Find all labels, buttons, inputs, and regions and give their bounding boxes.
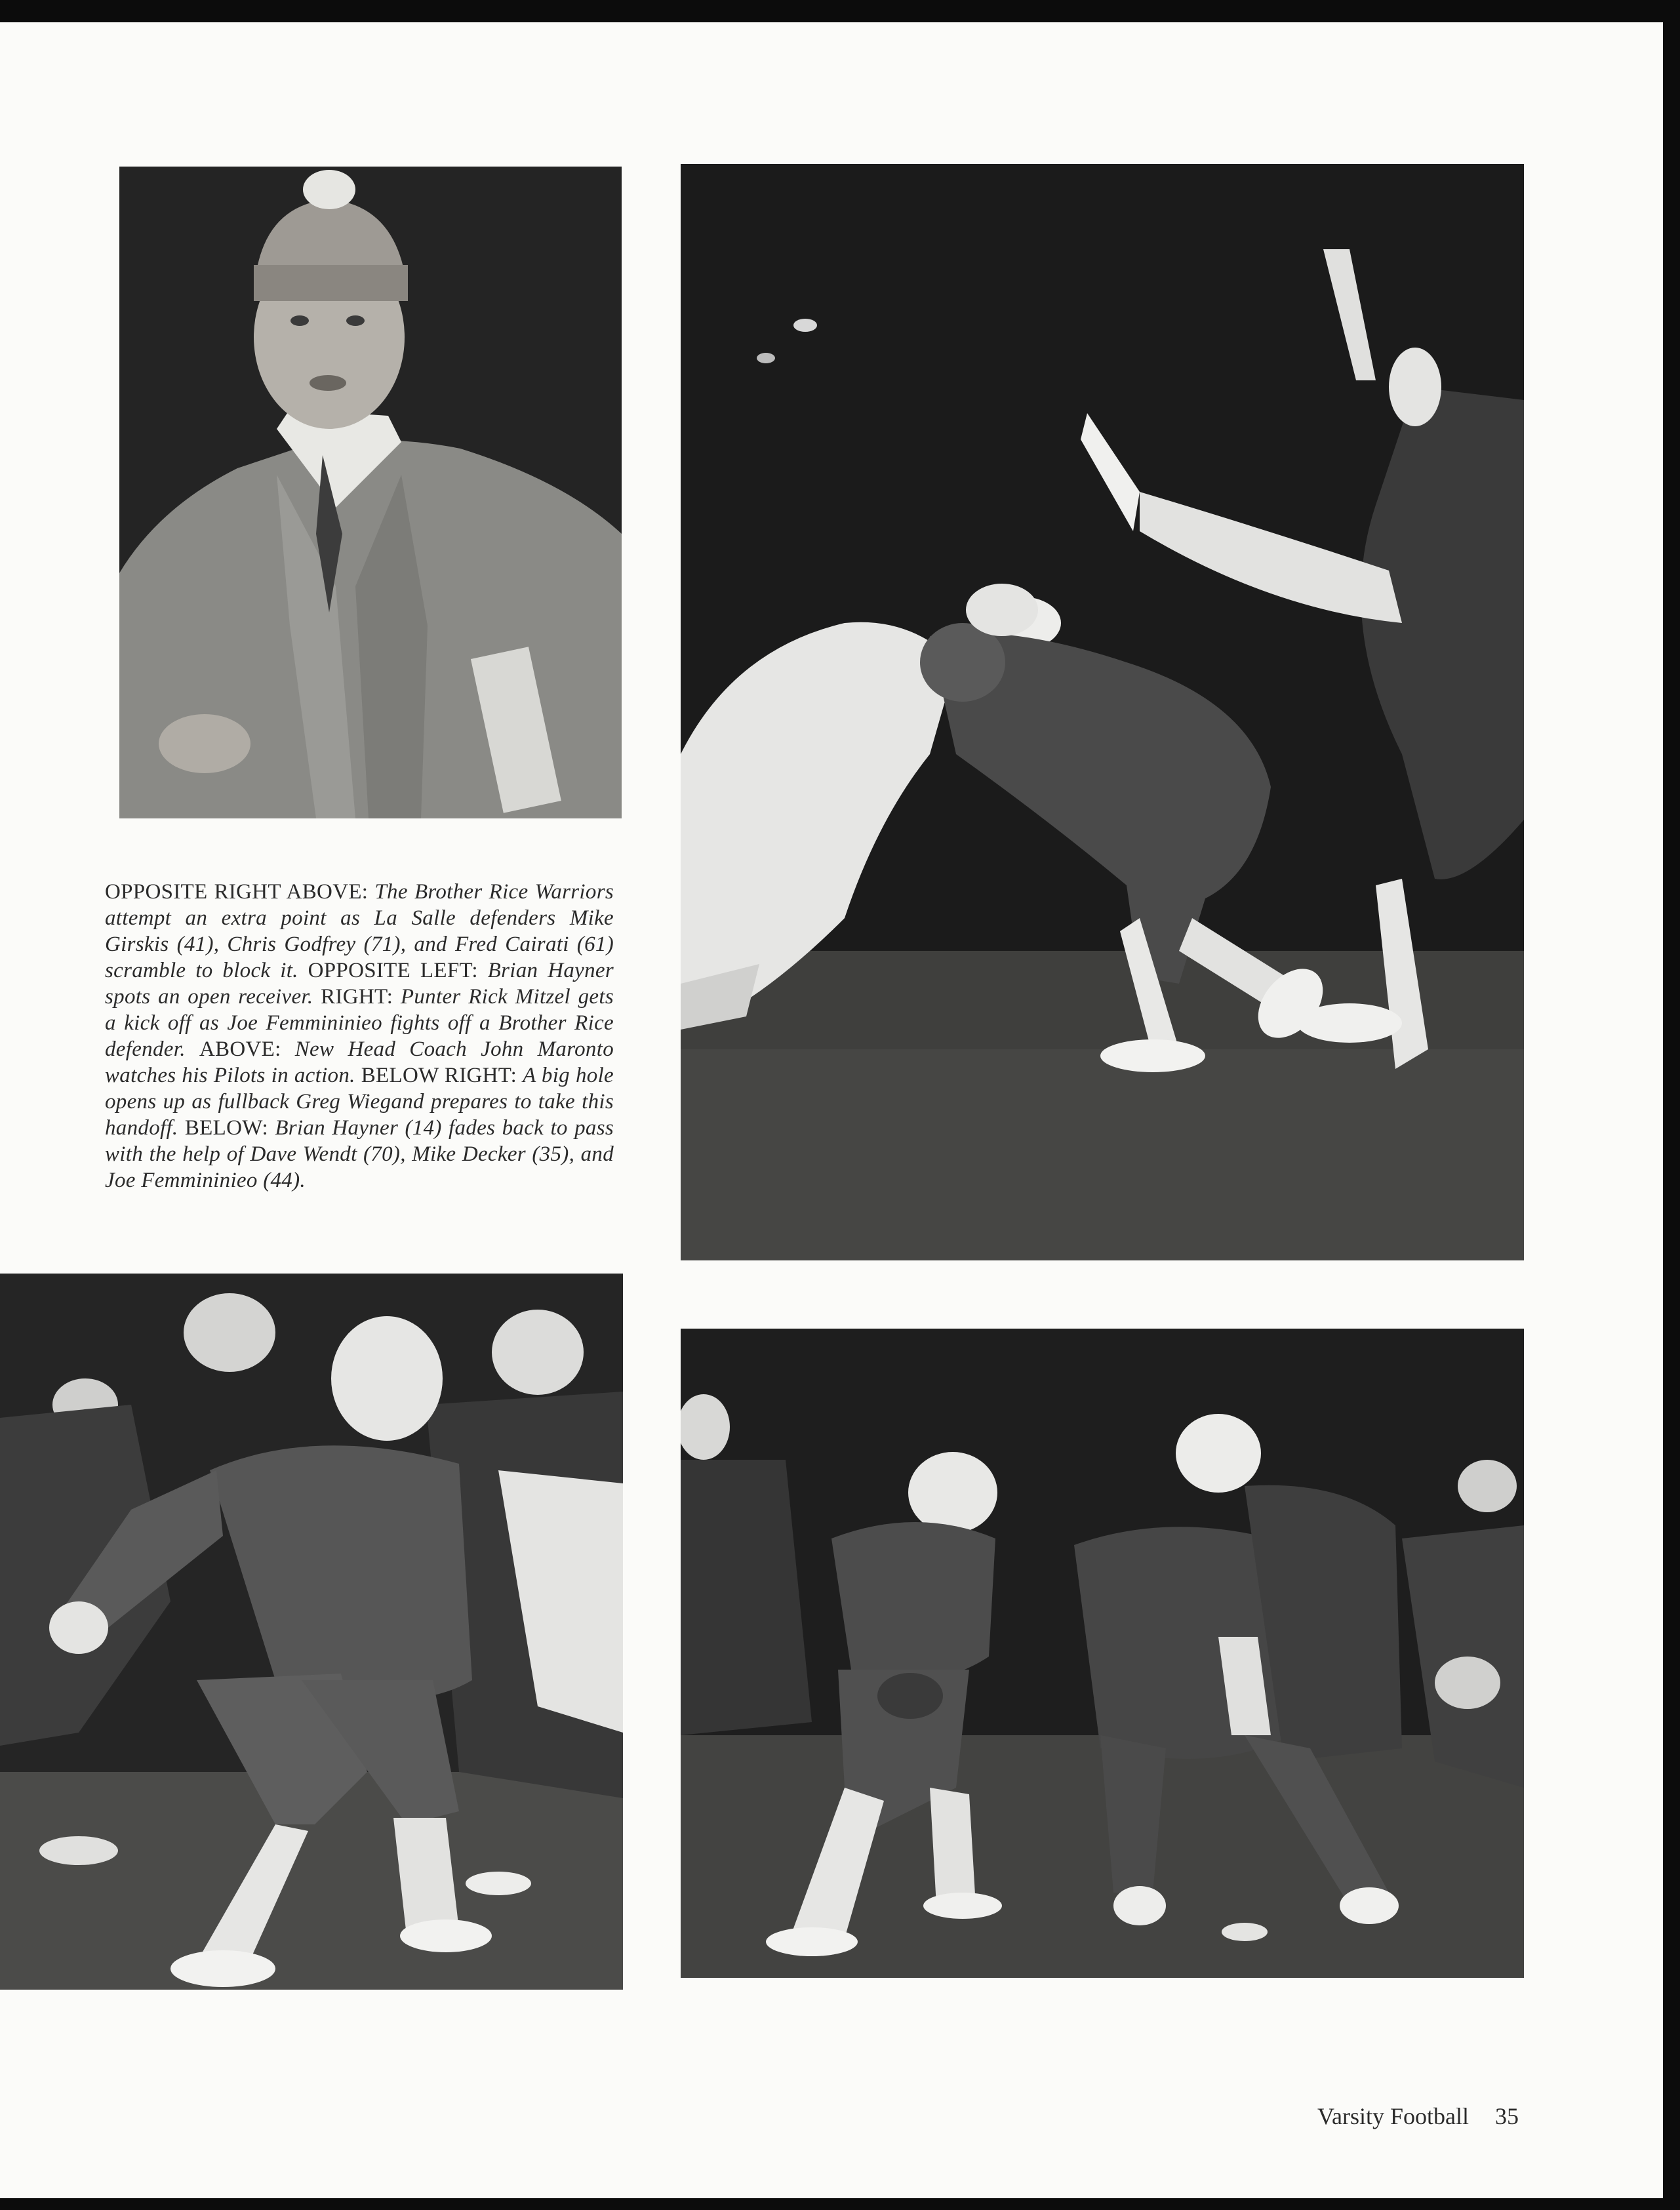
- handoff-photo-image: [681, 1329, 1524, 1978]
- lineman-photo-image: [0, 1274, 623, 1990]
- caption-label: ABOVE:: [199, 1037, 295, 1061]
- page-number: 35: [1495, 2103, 1519, 2129]
- caption-text: A big hole opens up as fullback Greg Wiegand prepares to take this handoff.: [105, 1064, 614, 1140]
- coach-photo: [119, 167, 622, 818]
- page-footer: [1317, 2102, 1519, 2130]
- punt-photo-image: [681, 164, 1524, 1260]
- caption-label: BELOW RIGHT:: [361, 1064, 523, 1087]
- caption-text: New Head Coach John Maronto watches his Pilots in action.: [105, 1037, 614, 1087]
- coach-photo-image: [119, 167, 622, 818]
- caption-text: The Brother Rice Warriors attempt an extra point as La Salle defenders Mike Girskis (41), Chris Godfrey (71), and Fred Cairati (61) scramble to block it.: [105, 880, 614, 982]
- caption-label: OPPOSITE RIGHT ABOVE:: [105, 880, 375, 904]
- photo-caption: [105, 879, 614, 1194]
- caption-text: Brian Hayner spots an open receiver.: [105, 959, 614, 1009]
- caption-label: RIGHT:: [321, 985, 401, 1009]
- caption-label: OPPOSITE LEFT:: [308, 959, 488, 982]
- handoff-photo: [681, 1329, 1524, 1978]
- yearbook-page: [0, 22, 1663, 2198]
- punt-photo: [681, 164, 1524, 1260]
- section-title: Varsity Football: [1317, 2103, 1469, 2129]
- lineman-photo: [0, 1274, 623, 1990]
- caption-label: BELOW:: [184, 1116, 275, 1140]
- caption-text: Punter Rick Mitzel gets a kick off as Joe Femmininieo fights off a Brother Rice defender.: [105, 985, 614, 1061]
- caption-text: Brian Hayner (14) fades back to pass with the help of Dave Wendt (70), Mike Decker (35), and Joe Femmininieo (44).: [105, 1116, 614, 1192]
